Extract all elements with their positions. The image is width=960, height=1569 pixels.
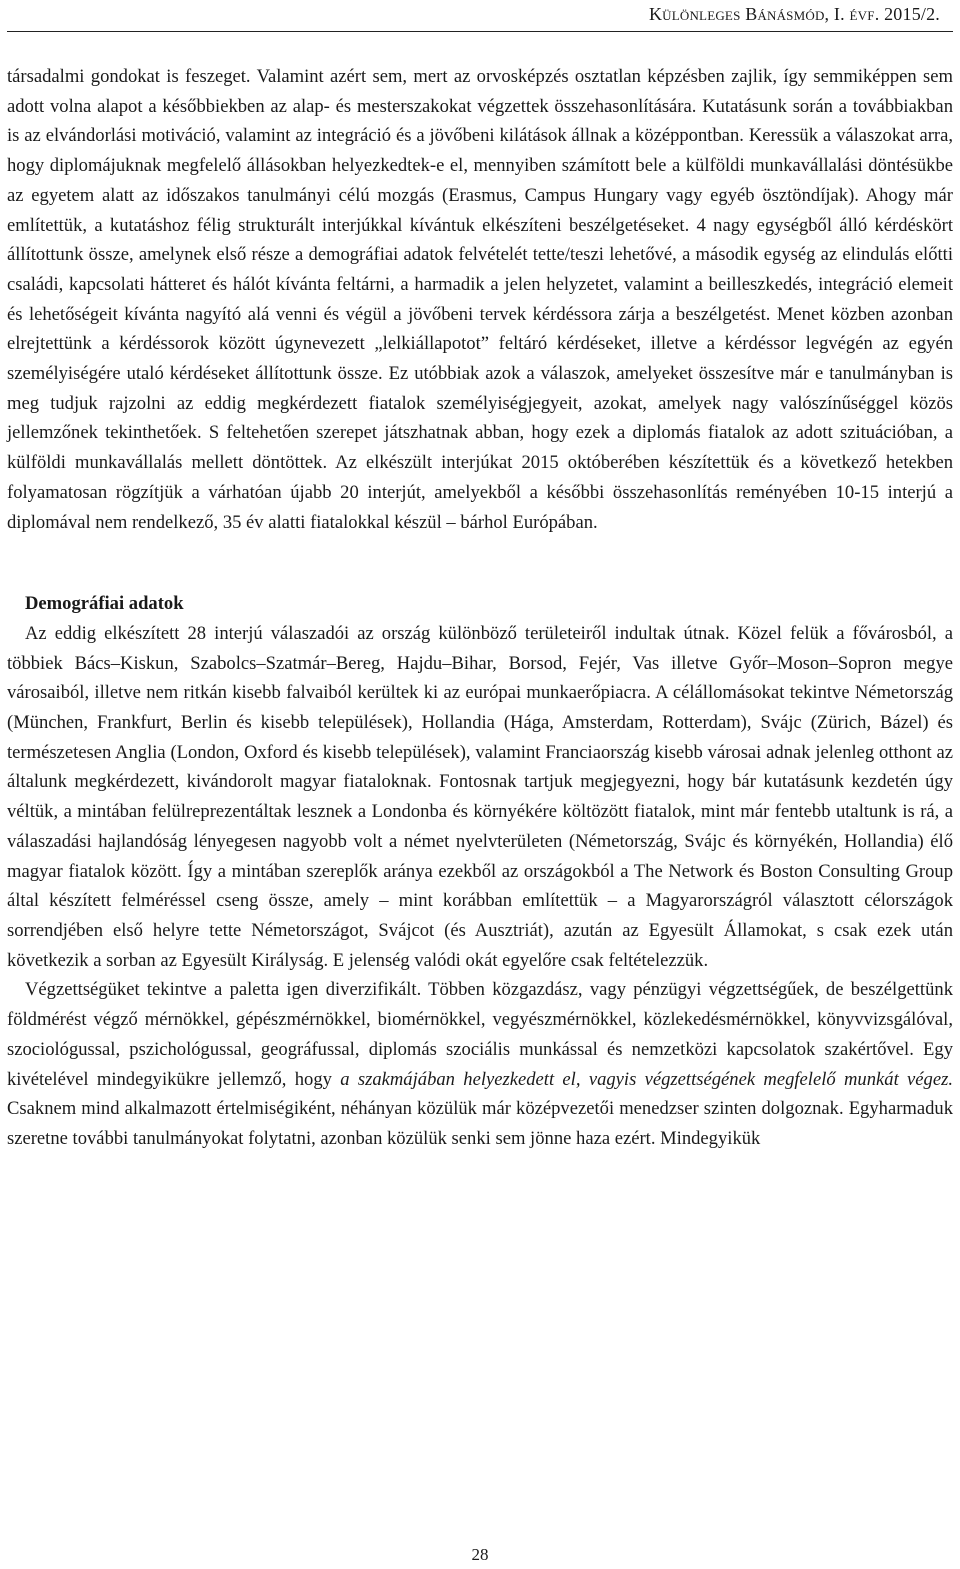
- paragraph-text: Csaknem mind alkalmazott értelmiségiként, néhányan közülük már középvezetői menedzser szinten dolgoznak. Egyharmaduk szeretne további tanulmányokat folytatni, azonban közülük senki sem jönne haza ezért. Mindegyikük: [7, 1098, 953, 1149]
- section-spacer: [7, 537, 953, 589]
- body-paragraph: Az eddig elkészített 28 interjú válaszadói az ország különböző területeiről indultak útnak. Közel felük a fővárosból, a többiek Bács–Kiskun, Szabolcs–Szatmár–Bereg, Hajdu–Bihar, Borsod, Fejér, Vas illetve Győr–Moson–Sopron megye városaiból, illetve nem ritkán kisebb falvaiból kerültek ki az európai munkaerőpiacra. A célállomásokat tekintve Németország (München, Frankfurt, Berlin és kisebb települések), Hollandia (Hága, Amsterdam, Rotterdam), Svájc (Zürich, Bázel) és természetesen Anglia (London, Oxford és kisebb települések), valamint Franciaország kisebb városai adnak jelenleg otthont az általunk megkérdezett, kivándorolt magyar fiataloknak. Fontosnak tartjuk megjegyezni, hogy bár kutatásunk kezdetén úgy véltük, a mintában felülreprezentáltak lesznek a Londonba és környékére költözött fiatalok, mint már fentebb utaltunk is rá, a válaszadási hajlandóság lényegesen nagyobb volt a német nyelvterületen (Németország, Svájc és környékén, Hollandia) élő magyar fiatalok között. Így a mintában szereplők aránya ezekből az országokból a The Network és Boston Consulting Group által készített felméréssel cseng össze, amely – mint korábban említettük – a Magyarországról választott célországok sorrendjében első helyre tette Németországot, Svájcot (és Ausztriát), azután az Egyesült Államokat, s csak ezek után következik a sorban az Egyesült Királyság. E jelenség valódi okát egyelőre csak feltételezzük.: [7, 622, 953, 971]
- section-heading: Demográfiai adatok: [25, 593, 184, 615]
- emphasized-text: a szakmájában helyezkedett el, vagyis végzettségének megfelelő munkát végez.: [340, 1068, 953, 1090]
- paragraph-text: Végzettségüket tekintve a paletta igen diverzifikált. Többen közgazdász, vagy pénzügyi végzettségűek, de beszélgettünk földmérést végző mérnökkel, gépészmérnökkel, biomérnökkel, vegyészmérnökkel, közlekedésmérnökkel, könyvvizsgálóval, szociológussal, pszichológussal, geográfussal, diplomás szociális munkással és nemzetközi kapcsolatok szakértővel. Egy kivételével mindegyikükre jellemző, hogy: [7, 979, 953, 1090]
- header-rule: [7, 31, 953, 32]
- body-paragraph: [7, 975, 953, 1153]
- page-number: 28: [471, 1545, 489, 1564]
- running-header: Különleges Bánásmód, I. évf. 2015/2.: [648, 4, 940, 24]
- article-body: [7, 62, 953, 1154]
- body-paragraph: társadalmi gondokat is feszeget. Valamint azért sem, mert az orvosképzés osztatlan képzésben zajlik, így semmiképpen sem adott volna alapot a későbbiekben az alap- és mesterszakokat végzettek összehasonlítására. Kutatásunk során a továbbiakban is az elvándorlási motiváció, valamint az integráció és a jövőbeni kilátások állnak a középpontban. Keressük a válaszokat arra, hogy diplomájuknak megfelelő állásokban helyezkedtek-e el, mennyiben számított bele a külföldi munkavállalási döntésükbe az egyetem alatt az időszakos tanulmányi célú mozgás (Erasmus, Campus Hungary vagy egyéb ösztöndíjak). Ahogy már említettük, a kutatáshoz félig strukturált interjúkkal kívántuk elkészíteni beszélgetéseket. 4 nagy egységből álló kérdéskört állítottunk össze, amelynek első része a demográfiai adatok felvételét tette/teszi lehetővé, a második egység az elindulás előtti családi, kapcsolati hátteret és hálót kívánta feltárni, a harmadik a jelen helyzetet, valamint a beilleszkedés, integráció elemeit és lehetőségeit kívánta nagyító alá venni és végül a jövőbeni tervek kérdéssora zárja a beszélgetést. Menet közben azonban elrejtettünk a kérdéssorok között úgynevezett „lelkiállapotot” feltáró kérdéseket, illetve a kérdéssor legvégén az egyén személyiségére utaló kérdéseket állítottunk össze. Ez utóbbiak azok a válaszok, amelyeket összesítve már e tanulmányban is meg tudjuk rajzolni az eddig megkérdezett fiatalok személyiségjegyeit, azokat, amelyek nagy valószínűséggel közös jellemzőnek tekinthetőek. S feltehetően szerepet játszhatnak abban, hogy ezek a diplomás fiatalok az adott szituációban, a külföldi munkavállalás mellett döntöttek. Az elkészült interjúkat 2015 októberében készítettük és a következő hetekben folyamatosan rögzítjük a várhatóan újabb 20 interjút, amelyekből a későbbi összehasonlítás reményében 10-15 interjú a diplomával nem rendelkező, 35 év alatti fiatalokkal készül – bárhol Európában.: [7, 66, 953, 533]
